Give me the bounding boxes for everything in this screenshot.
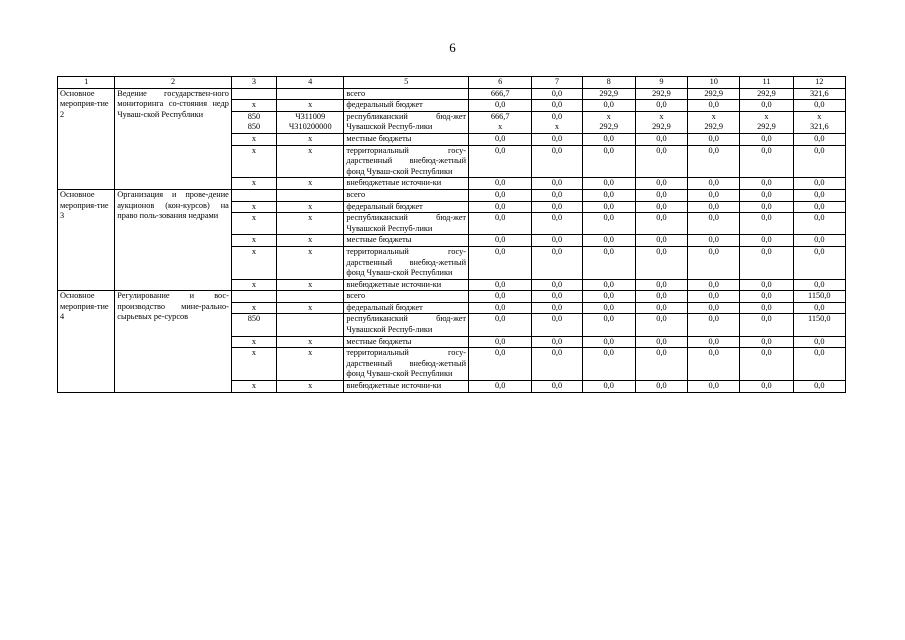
value-cell: 292,9 [635,88,687,100]
value-cell: 0,0 [582,189,635,201]
value-cell: 0,0 [688,189,740,201]
funding-source-cell: всего [344,88,469,100]
value-cell: 0,0 [582,348,635,381]
value-cell: 0,0 [532,178,582,190]
csr-code-cell: х [277,133,344,145]
csr-code-cell [277,314,344,336]
value-cell: 0,0 [532,213,582,235]
value-cell: 0,0 [740,279,793,291]
csr-code-cell: х [277,100,344,112]
value-cell: 0,0 [740,381,793,393]
value-cell: 0,0 [635,291,687,303]
value-cell: 0,0 [635,302,687,314]
csr-code-cell: х [277,279,344,291]
value-cell: 666,7 х [469,111,532,133]
csr-code-cell [277,88,344,100]
value-cell: 0,0 [740,235,793,247]
value-cell: 0,0 [688,235,740,247]
value-cell: 0,0 [793,336,845,348]
funding-source-cell: территориальный госу-дарственный внебюд-жетный фонд Чуваш-ской Республики [344,145,469,178]
grbs-code-cell: х [231,279,276,291]
value-cell: 0,0 [469,279,532,291]
value-cell: 0,0 [740,189,793,201]
value-cell: 0,0 [469,336,532,348]
funding-source-cell: республиканский бюд-жет Чувашской Респуб-лики [344,314,469,336]
value-cell: 0,0 [740,178,793,190]
value-cell: 0,0 [793,381,845,393]
header-cell: 7 [532,77,582,89]
table-row [58,189,846,201]
funding-source-cell: территориальный госу-дарственный внебюд-жетный фонд Чуваш-ской Республики [344,246,469,279]
csr-code-cell: х [277,381,344,393]
funding-source-cell: внебюджетные источни-ки [344,381,469,393]
funding-source-cell: республиканский бюд-жет Чувашской Респуб-лики [344,111,469,133]
value-cell: 0,0 [793,235,845,247]
page-number: 6 [449,40,456,55]
value-cell: 0,0 [740,201,793,213]
csr-code-cell: х [277,235,344,247]
value-cell: 0,0 [793,302,845,314]
csr-code-cell: х [277,302,344,314]
value-cell: х 321,6 [793,111,845,133]
value-cell: 0,0 [582,213,635,235]
value-cell: 0,0 [793,201,845,213]
header-cell: 11 [740,77,793,89]
event-name-cell: Основное мероприя-тие 4 [58,291,115,392]
value-cell: 0,0 [635,100,687,112]
value-cell: 0,0 [469,100,532,112]
value-cell: 0,0 [582,336,635,348]
csr-code-cell: х [277,348,344,381]
value-cell: 0,0 [582,279,635,291]
funding-source-cell: внебюджетные источни-ки [344,279,469,291]
value-cell: х 292,9 [582,111,635,133]
value-cell: 0,0 [740,348,793,381]
header-cell: 10 [688,77,740,89]
value-cell: 292,9 [582,88,635,100]
value-cell: 0,0 [469,145,532,178]
value-cell: 0,0 [635,201,687,213]
funding-source-cell: республиканский бюд-жет Чувашской Респуб-лики [344,213,469,235]
grbs-code-cell: х [231,100,276,112]
value-cell: 0,0 [469,133,532,145]
grbs-code-cell: х [231,336,276,348]
value-cell: 0,0 [469,189,532,201]
csr-code-cell: х [277,145,344,178]
value-cell: 0,0 [532,348,582,381]
value-cell: 0,0 [688,279,740,291]
event-name-cell: Основное мероприя-тие 2 [58,88,115,189]
value-cell: 0,0 [688,381,740,393]
event-description-cell: Ведение государствен-ного мониторинга со-стояния недр Чуваш-ской Республики [115,88,232,189]
event-description-cell: Регулирование и вос-производство мине-рально-сырьевых ре-сурсов [115,291,232,392]
csr-code-cell: х [277,246,344,279]
value-cell: 0,0 [582,381,635,393]
value-cell: 0,0 [793,246,845,279]
value-cell: 292,9 [688,88,740,100]
value-cell: 0,0 [793,133,845,145]
value-cell: 0,0 [740,133,793,145]
value-cell: 0,0 [469,314,532,336]
funding-source-cell: федеральный бюджет [344,100,469,112]
funding-source-cell: внебюджетные источни-ки [344,178,469,190]
grbs-code-cell: х [231,381,276,393]
table-row [58,88,846,100]
grbs-code-cell: х [231,348,276,381]
value-cell: 321,6 [793,88,845,100]
value-cell: 0,0 [635,213,687,235]
value-cell: 0,0 [635,348,687,381]
value-cell: 0,0 [635,235,687,247]
value-cell: 0,0 [688,336,740,348]
value-cell: 0,0 [532,291,582,303]
value-cell: 0,0 [740,100,793,112]
header-cell: 12 [793,77,845,89]
header-cell: 6 [469,77,532,89]
value-cell: 0,0 [793,145,845,178]
value-cell: 0,0 [793,100,845,112]
funding-source-cell: местные бюджеты [344,133,469,145]
value-cell: 0,0 [793,178,845,190]
value-cell: 0,0 [469,246,532,279]
value-cell: 0,0 [688,145,740,178]
value-cell: 0,0 [582,178,635,190]
value-cell: 0,0 [582,246,635,279]
value-cell: 0,0 [469,302,532,314]
value-cell: 0,0 [635,314,687,336]
value-cell: 0,0 [582,133,635,145]
value-cell: 0,0 [582,235,635,247]
value-cell: 0,0 [469,213,532,235]
value-cell: 0,0 [688,100,740,112]
value-cell: 0,0 [688,348,740,381]
value-cell: 0,0 [740,246,793,279]
grbs-code-cell [231,88,276,100]
value-cell: 0,0 [793,213,845,235]
grbs-code-cell: х [231,235,276,247]
header-cell: 1 [58,77,115,89]
value-cell: 0,0 [532,133,582,145]
value-cell: 0,0 [469,291,532,303]
value-cell: 0,0 [532,381,582,393]
value-cell: 0,0 [635,133,687,145]
grbs-code-cell: х [231,213,276,235]
grbs-code-cell: х [231,201,276,213]
value-cell: 0,0 [688,246,740,279]
value-cell: 0,0 [635,178,687,190]
value-cell: 0,0 [582,291,635,303]
event-description-cell: Организация и прове-дение аукционов (кон-курсов) на право поль-зования недрами [115,189,232,290]
value-cell: 0,0 [740,213,793,235]
csr-code-cell: х [277,201,344,213]
csr-code-cell: Ч311009 Ч310200000 [277,111,344,133]
csr-code-cell: х [277,213,344,235]
value-cell: 0,0 [532,145,582,178]
value-cell: 0,0 [688,314,740,336]
value-cell: 0,0 [532,302,582,314]
value-cell: 1150,0 [793,314,845,336]
header-cell: 5 [344,77,469,89]
value-cell: 0,0 [532,88,582,100]
funding-source-cell: местные бюджеты [344,235,469,247]
value-cell: 0,0 [635,279,687,291]
header-cell: 3 [231,77,276,89]
grbs-code-cell: х [231,178,276,190]
grbs-code-cell: х [231,302,276,314]
value-cell: х 292,9 [635,111,687,133]
value-cell: 0,0 [793,279,845,291]
value-cell: 0,0 [688,291,740,303]
value-cell: 0,0 [469,201,532,213]
value-cell: 0,0 [532,100,582,112]
grbs-code-cell [231,291,276,303]
value-cell: 0,0 [582,100,635,112]
value-cell: 0,0 [532,235,582,247]
value-cell: 0,0 [469,235,532,247]
funding-source-cell: всего [344,189,469,201]
value-cell: 0,0 [635,381,687,393]
value-cell: 0,0 [532,336,582,348]
value-cell: 0,0 [688,201,740,213]
value-cell: 0,0 [688,213,740,235]
value-cell: 292,9 [740,88,793,100]
value-cell: 0,0 [469,348,532,381]
funding-source-cell: всего [344,291,469,303]
table-body [58,77,846,393]
funding-source-cell: территориальный госу-дарственный внебюд-жетный фонд Чуваш-ской Республики [344,348,469,381]
value-cell: 0,0 [469,178,532,190]
value-cell: 0,0 [635,145,687,178]
value-cell: 0,0 [635,189,687,201]
value-cell: х 292,9 [740,111,793,133]
csr-code-cell [277,189,344,201]
value-cell: 0,0 [688,178,740,190]
value-cell: 0,0 [635,336,687,348]
value-cell: 0,0 [582,145,635,178]
value-cell: 1150,0 [793,291,845,303]
funding-source-cell: местные бюджеты [344,336,469,348]
header-cell: 4 [277,77,344,89]
value-cell: х 292,9 [688,111,740,133]
value-cell: 0,0 х [532,111,582,133]
value-cell: 0,0 [532,314,582,336]
value-cell: 0,0 [469,381,532,393]
value-cell: 0,0 [582,314,635,336]
value-cell: 0,0 [532,189,582,201]
grbs-code-cell: х [231,133,276,145]
value-cell: 0,0 [740,291,793,303]
value-cell: 0,0 [793,348,845,381]
program-table [57,76,846,393]
funding-source-cell: федеральный бюджет [344,201,469,213]
value-cell: 0,0 [532,246,582,279]
value-cell: 0,0 [635,246,687,279]
funding-source-cell: федеральный бюджет [344,302,469,314]
grbs-code-cell: 850 [231,314,276,336]
header-cell: 2 [115,77,232,89]
csr-code-cell: х [277,336,344,348]
value-cell: 0,0 [688,302,740,314]
value-cell: 0,0 [740,302,793,314]
grbs-code-cell: х [231,246,276,279]
csr-code-cell: х [277,178,344,190]
value-cell: 666,7 [469,88,532,100]
value-cell: 0,0 [740,314,793,336]
grbs-code-cell: 850 850 [231,111,276,133]
csr-code-cell [277,291,344,303]
value-cell: 0,0 [532,279,582,291]
value-cell: 0,0 [740,145,793,178]
value-cell: 0,0 [532,201,582,213]
value-cell: 0,0 [688,133,740,145]
event-name-cell: Основное мероприя-тие 3 [58,189,115,290]
value-cell: 0,0 [740,336,793,348]
grbs-code-cell [231,189,276,201]
header-cell: 9 [635,77,687,89]
header-cell: 8 [582,77,635,89]
value-cell: 0,0 [582,201,635,213]
value-cell: 0,0 [582,302,635,314]
header-row [58,77,846,89]
value-cell: 0,0 [793,189,845,201]
table-row [58,291,846,303]
grbs-code-cell: х [231,145,276,178]
